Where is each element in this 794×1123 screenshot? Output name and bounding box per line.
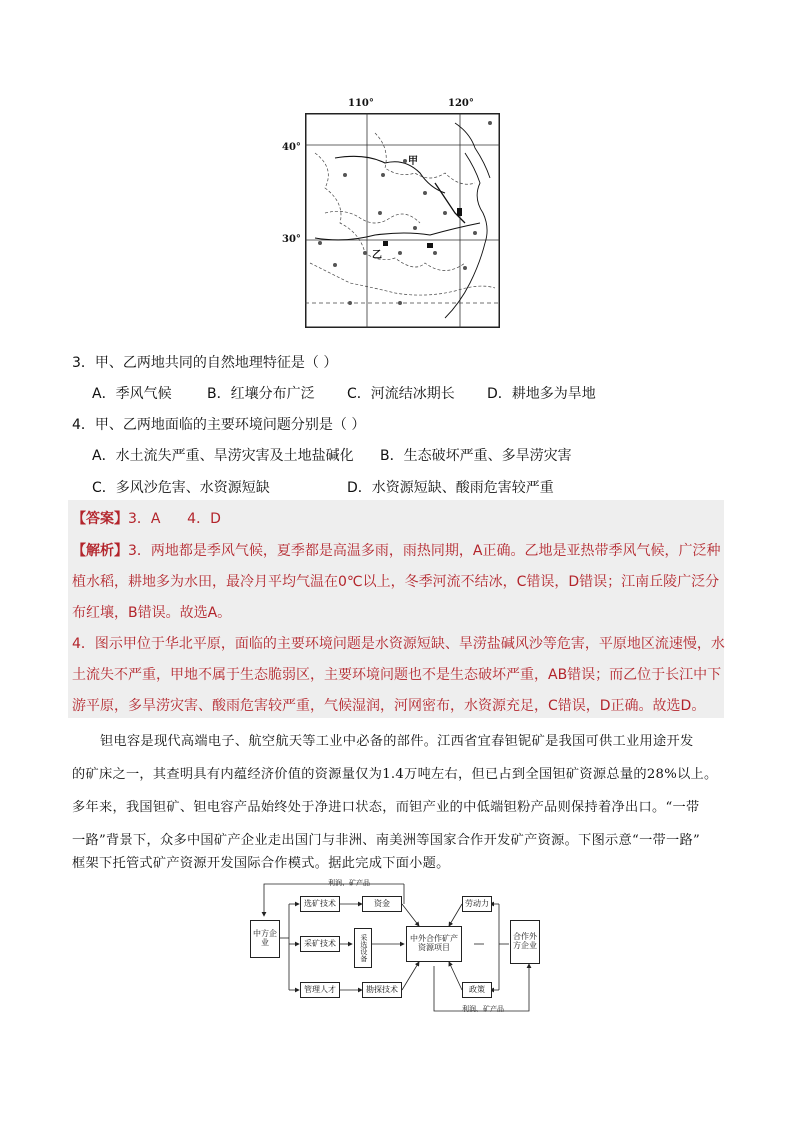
answer-tag: 【答案】: [72, 511, 128, 527]
q4-option-a: A．水土流失严重、旱涝灾害及土地盐碱化: [92, 448, 354, 464]
analysis-line-5: 土流失不严重，甲地不属于生态脆弱区，主要环境问题也不是生态破坏严重，AB错误；而乙位于长江中下: [72, 667, 722, 683]
q3-option-b: B．红壤分布广泛: [207, 386, 315, 402]
passage-line-1: 钽电容是现代高端电子、航空航天等工业中必备的部件。江西省宜春钽铌矿是我国可供工业用途开发: [100, 734, 694, 749]
answer-line: [72, 508, 221, 528]
q3-option-c: C．河流结冰期长: [347, 386, 455, 402]
passage-line-3: 多年来，我国钽矿、钽电容产品始终处于净进口状态，而钽产业的中低端钽粉产品则保持着净出口。“一带: [72, 800, 700, 815]
foreign-enterprise-box: 合作外方企业: [510, 920, 540, 964]
place-label-jia: 甲: [408, 156, 418, 167]
china-map-figure: [280, 96, 520, 336]
cooperation-model-diagram: [244, 876, 554, 1016]
capital-box: 资金: [362, 896, 402, 912]
analysis-tag: 【解析】: [72, 543, 128, 559]
project-box: 中外合作矿产资源项目: [406, 926, 462, 962]
q4-option-b: B．生态破坏严重、多旱涝灾害: [380, 448, 572, 464]
q4-option-d: D．水资源短缺、酸雨危害较严重: [347, 480, 554, 496]
equipment-box: 采选设备: [354, 928, 372, 968]
policy-box: 政策: [462, 982, 492, 998]
bottom-flow-label: 利润、矿产品: [462, 1005, 504, 1013]
latitude-label-30: 30°: [282, 234, 301, 245]
passage-line-2: 的矿床之一，其查明具有内蕴经济价值的资源量仅为1.4万吨左右，但已占到全国钽矿资源总量的28%以上。: [72, 767, 718, 782]
longitude-label-120: 120°: [448, 98, 474, 109]
place-label-yi: 乙: [372, 250, 382, 261]
longitude-label-110: 110°: [348, 98, 374, 109]
q3-option-a: A．季风气候: [92, 386, 172, 402]
answer-text: 3．A 4．D: [128, 511, 221, 527]
mining-tech-box: 采矿技术: [300, 936, 340, 952]
management-talent-box: 管理人才: [300, 982, 340, 998]
passage-line-4: 一路”背景下，众多中国矿产企业走出国门与非洲、南美洲等国家合作开发矿产资源。下图示意“一带一路”: [72, 833, 701, 848]
analysis-text-1: 3．两地都是季风气候，夏季都是高温多雨，雨热同期，A正确。乙地是亚热带季风气候，广泛种: [128, 543, 721, 559]
beneficiation-tech-box: 选矿技术: [300, 896, 340, 912]
analysis-line-4: 4．图示甲位于华北平原，面临的主要环境问题是水资源短缺、旱涝盐碱风沙等危害，平原地区流速慢，水: [72, 636, 725, 652]
analysis-line-6: 游平原，多旱涝灾害、酸雨危害较严重，气候湿润，河网密布，水资源充足，C错误，D正确。故选D。: [72, 698, 706, 714]
map-drawing: [305, 113, 500, 328]
question-4-stem: 4．甲、乙两地面临的主要环境问题分别是（ ）: [72, 417, 366, 433]
passage-line-5: 框架下托管式矿产资源开发国际合作模式。据此完成下面小题。: [72, 856, 450, 871]
latitude-label-40: 40°: [282, 142, 301, 153]
analysis-line-3: 布红壤，B错误。故选A。: [72, 605, 232, 621]
analysis-line-1: [72, 540, 720, 560]
q4-option-c: C．多风沙危害、水资源短缺: [92, 480, 270, 496]
question-3-stem: 3．甲、乙两地共同的自然地理特征是（ ）: [72, 355, 338, 371]
labor-box: 劳动力: [462, 896, 492, 912]
analysis-line-2: 植水稻，耕地多为水田，最冷月平均气温在0℃以上，冬季河流不结冰，C错误，D错误；江南丘陵广泛分: [72, 574, 720, 590]
exploration-tech-box: 勘探技术: [362, 982, 402, 998]
top-flow-label: 利润、矿产品: [328, 879, 370, 887]
q3-option-d: D．耕地多为旱地: [487, 386, 596, 402]
china-enterprise-box: 中方企业: [250, 920, 280, 958]
